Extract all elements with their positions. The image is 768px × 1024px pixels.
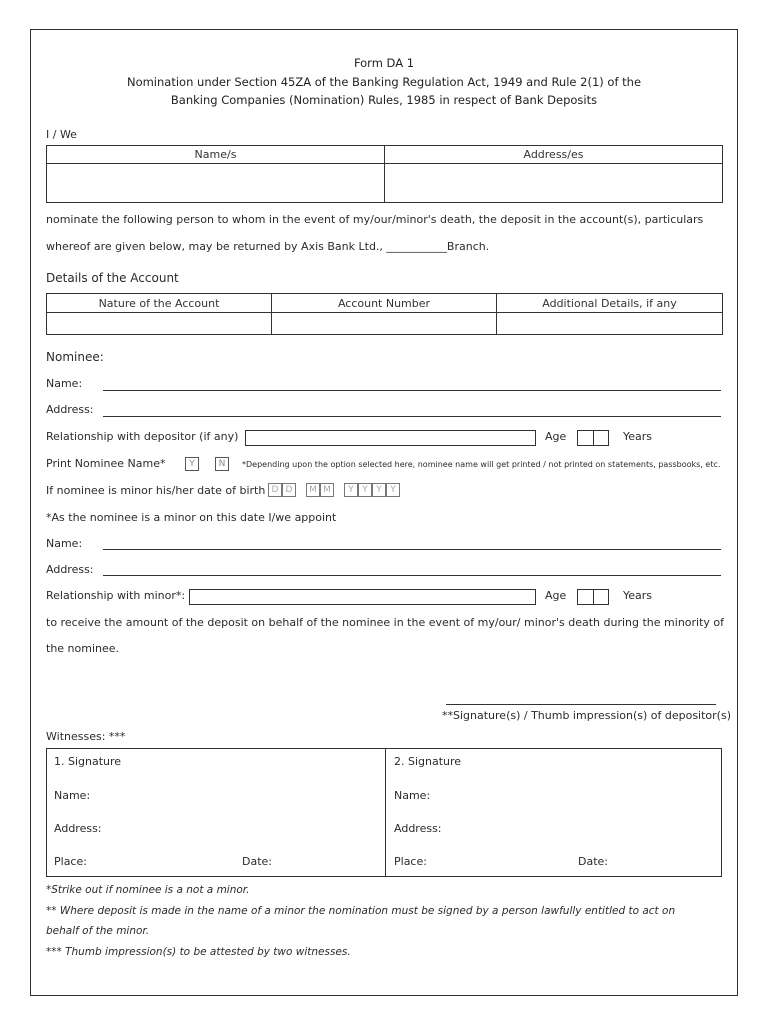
footnote-1: *Strike out if nominee is a not a minor. [46, 884, 250, 896]
guardian-relationship-field[interactable] [189, 589, 536, 605]
account-table [46, 293, 723, 335]
witness2-place-label: Place: [394, 855, 427, 868]
guardian-relationship-label: Relationship with minor*: [46, 589, 186, 602]
receive-text-line1: to receive the amount of the deposit on behalf of the nominee in the event of my/our/ minor's death during the minority of [46, 616, 725, 629]
depositor-address-header: Address/es [385, 146, 723, 164]
footnote-3: *** Thumb impression(s) to be attested by two witnesses. [46, 946, 351, 958]
witness2-signature-label: 2. Signature [394, 755, 462, 768]
witness1-name-label: Name: [54, 789, 91, 802]
guardian-age-label: Age [545, 589, 567, 602]
guardian-years-label: Years [623, 589, 653, 602]
guardian-address-label: Address: [46, 563, 94, 576]
account-nature-cell[interactable] [47, 313, 272, 335]
nominee-age-label: Age [545, 430, 567, 443]
nominee-relationship-field[interactable] [245, 430, 536, 446]
witnesses-heading: Witnesses: *** [46, 730, 126, 743]
form-title: Form DA 1 [353, 56, 415, 70]
print-no-checkbox[interactable]: N [215, 457, 229, 471]
witnesses-box [46, 748, 722, 877]
witness1-signature-label: 1. Signature [54, 755, 122, 768]
guardian-address-line[interactable] [103, 575, 721, 576]
depositor-name-header: Name/s [47, 146, 385, 164]
guardian-age-field[interactable] [577, 589, 609, 605]
depositor-address-cell[interactable] [385, 164, 723, 203]
dob-month-2[interactable]: M [320, 483, 334, 497]
print-yes-checkbox[interactable]: Y [185, 457, 199, 471]
depositor-name-cell[interactable] [47, 164, 385, 203]
account-additional-cell[interactable] [497, 313, 723, 335]
witness1-place-label: Place: [54, 855, 87, 868]
witness1-date-label: Date: [242, 855, 272, 868]
print-nominee-note: *Depending upon the option selected here, nominee name will get printed / not printed on statements, passbooks, etc. [242, 460, 721, 469]
print-nominee-label: Print Nominee Name* [46, 457, 166, 470]
account-number-cell[interactable] [272, 313, 497, 335]
dob-label: If nominee is minor his/her date of birth [46, 484, 266, 497]
account-nature-header: Nature of the Account [47, 294, 272, 313]
nominee-name-line[interactable] [103, 390, 721, 391]
nominee-address-line[interactable] [103, 416, 721, 417]
dob-year-2[interactable]: Y [358, 483, 372, 497]
depositor-signature-line[interactable] [446, 704, 716, 705]
witness2-address-label: Address: [394, 822, 442, 835]
witness2-name-label: Name: [394, 789, 431, 802]
dob-year-1[interactable]: Y [344, 483, 358, 497]
dob-year-3[interactable]: Y [372, 483, 386, 497]
dob-month-1[interactable]: M [306, 483, 320, 497]
nominee-years-label: Years [623, 430, 653, 443]
depositor-table [46, 145, 723, 203]
nominee-name-label: Name: [46, 377, 83, 390]
nominate-text-line1: nominate the following person to whom in the event of my/our/minor's death, the deposit in the account(s), particulars [46, 213, 704, 226]
dob-field[interactable] [268, 483, 408, 498]
receive-text-line2: the nominee. [46, 642, 120, 655]
nominate-text-line2: whereof are given below, may be returned by Axis Bank Ltd., ___________Branch. [46, 240, 490, 253]
footnote-2-line2: behalf of the minor. [46, 925, 150, 937]
nominee-age-field[interactable] [577, 430, 609, 446]
depositor-signature-label: **Signature(s) / Thumb impression(s) of depositor(s) [442, 709, 731, 722]
nominee-relationship-label: Relationship with depositor (if any) [46, 430, 239, 443]
account-heading: Details of the Account [46, 271, 179, 285]
dob-day-2[interactable]: D [282, 483, 296, 497]
form-subtitle-line2: Banking Companies (Nomination) Rules, 1985 in respect of Bank Deposits [170, 93, 598, 107]
witness2-date-label: Date: [578, 855, 608, 868]
account-number-header: Account Number [272, 294, 497, 313]
form-subtitle-line1: Nomination under Section 45ZA of the Banking Regulation Act, 1949 and Rule 2(1) of the [126, 75, 642, 89]
witness1-address-label: Address: [54, 822, 102, 835]
depositor-label: I / We [46, 128, 77, 141]
appoint-text: *As the nominee is a minor on this date I/we appoint [46, 511, 337, 524]
footnote-2-line1: ** Where deposit is made in the name of a minor the nomination must be signed by a person lawfully entitled to act on [46, 905, 676, 917]
dob-year-4[interactable]: Y [386, 483, 400, 497]
nominee-heading: Nominee: [46, 350, 104, 364]
guardian-name-label: Name: [46, 537, 83, 550]
account-additional-header: Additional Details, if any [497, 294, 723, 313]
dob-day-1[interactable]: D [268, 483, 282, 497]
guardian-name-line[interactable] [103, 549, 721, 550]
nominee-address-label: Address: [46, 403, 94, 416]
